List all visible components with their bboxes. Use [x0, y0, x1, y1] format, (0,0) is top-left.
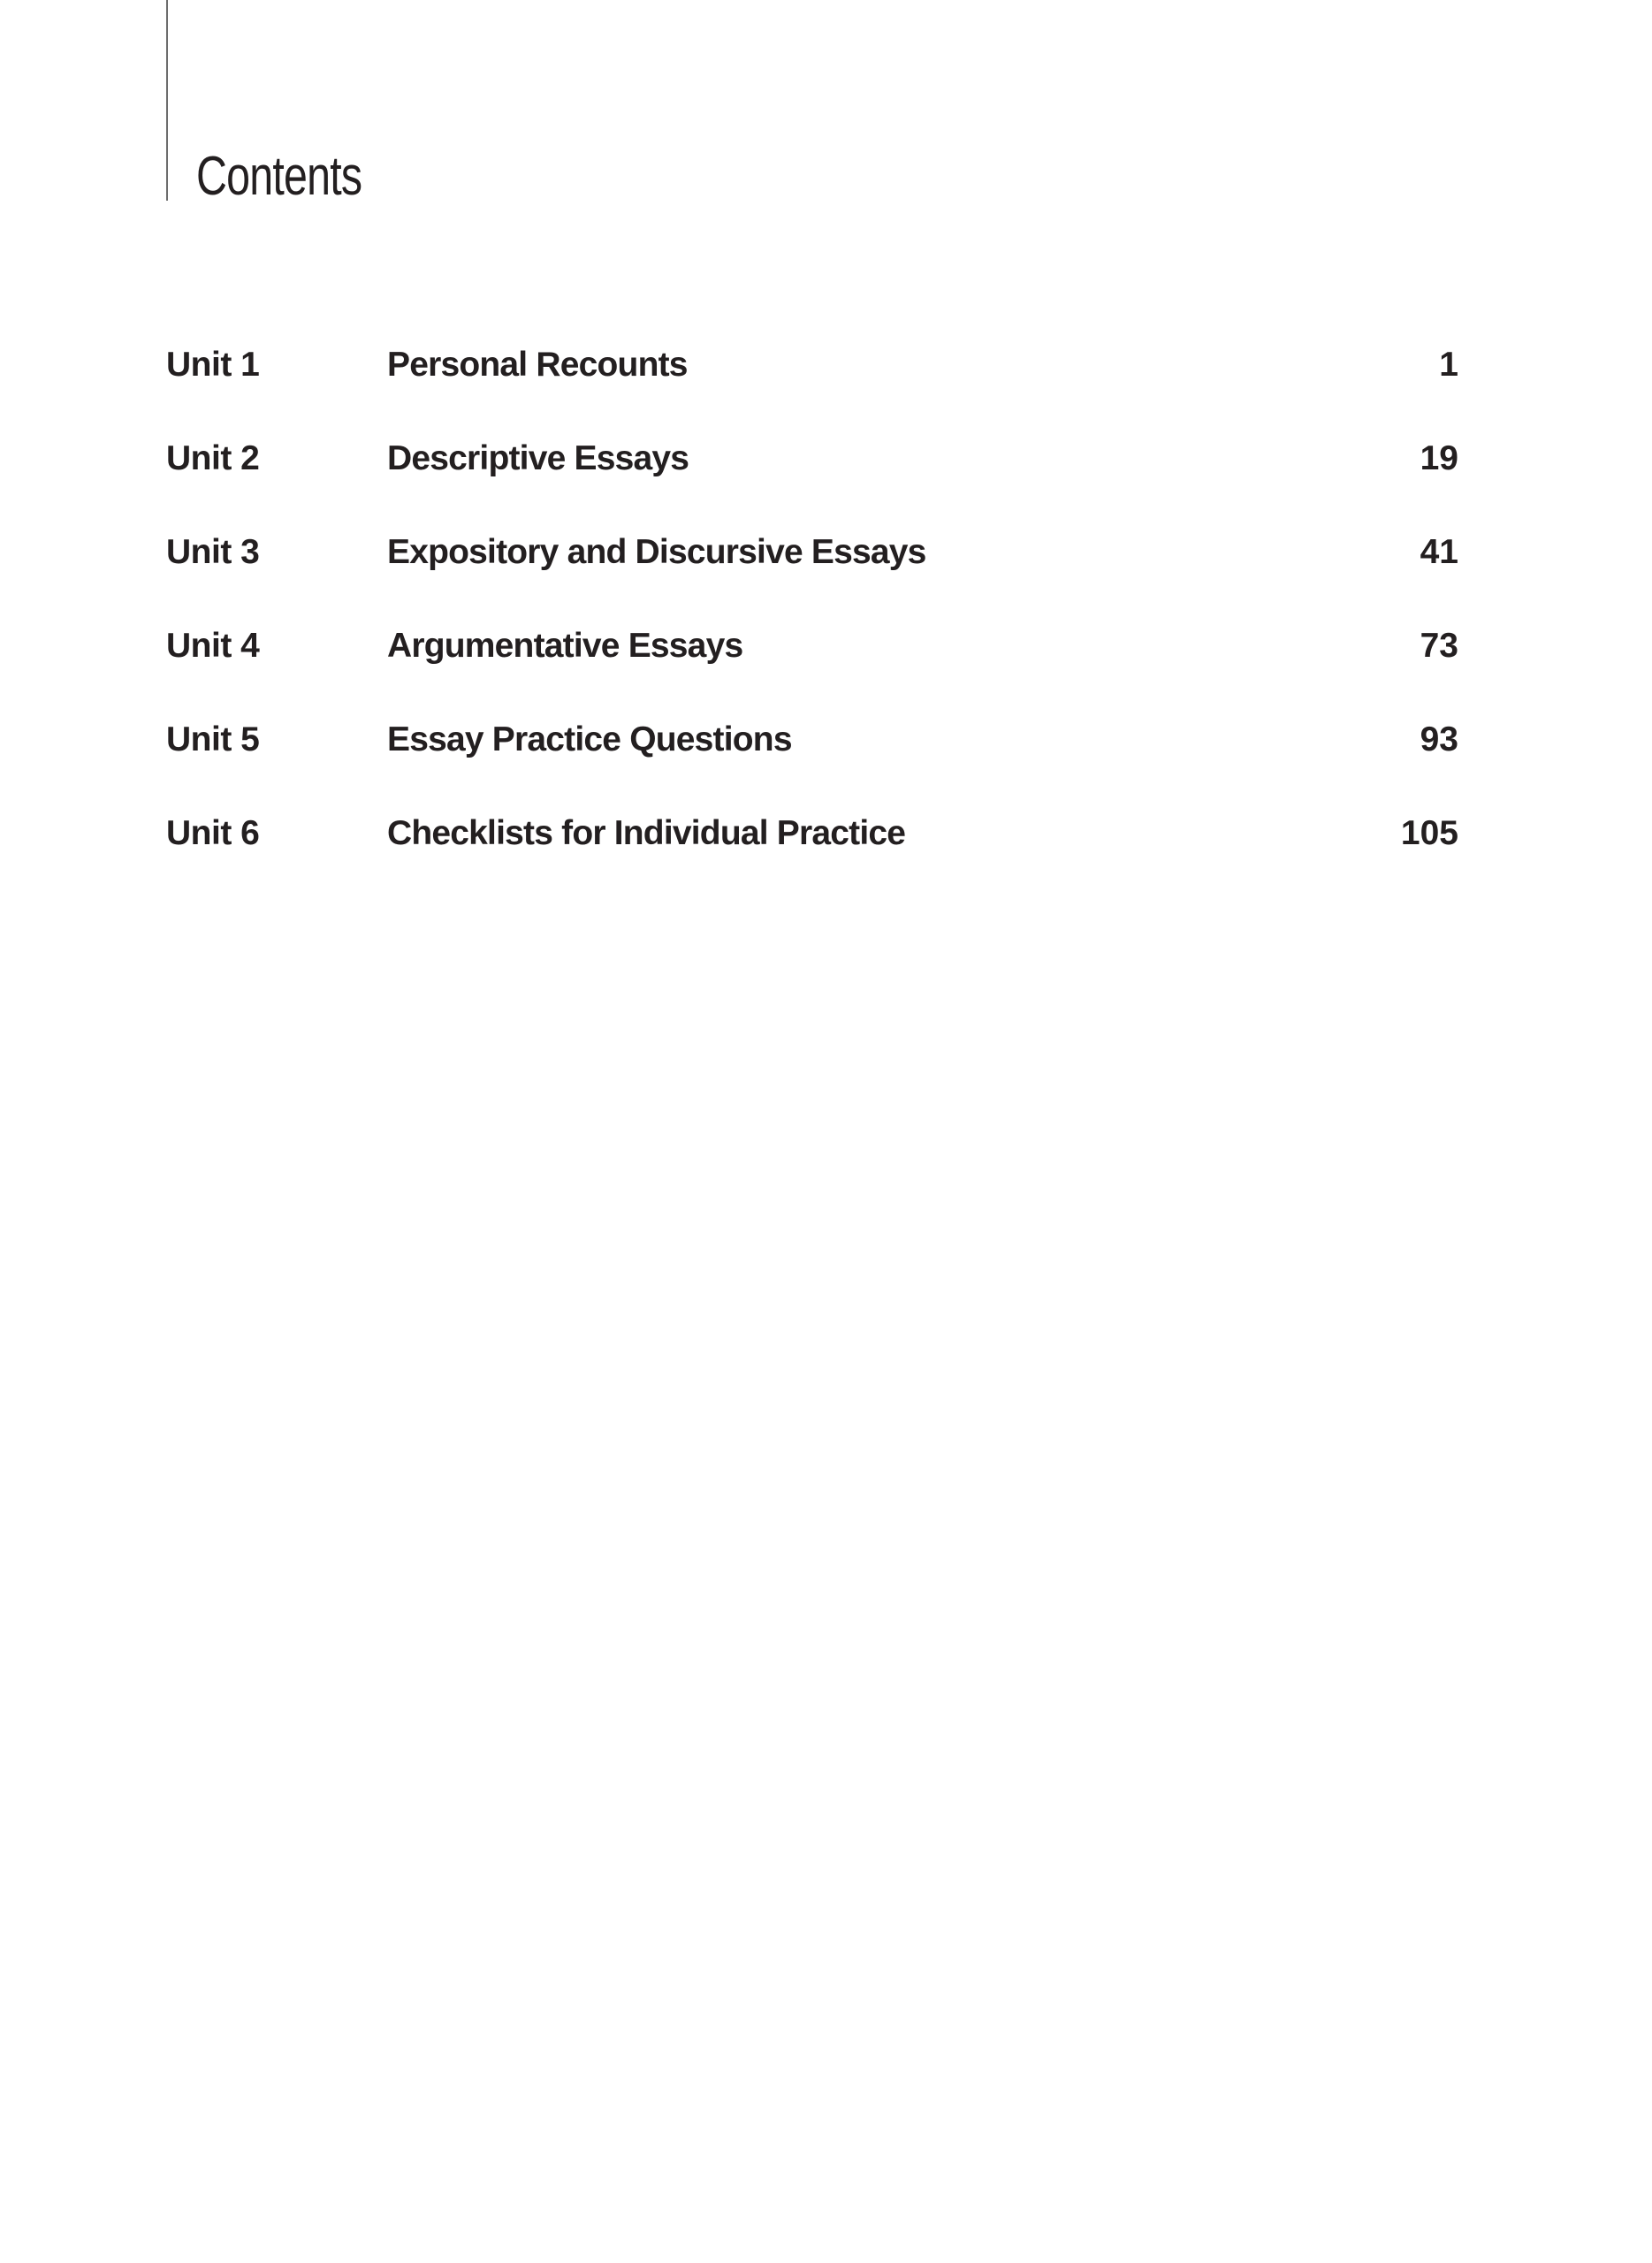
toc-unit-label: Unit 6 — [166, 814, 260, 852]
toc-entry[interactable] — [0, 432, 1652, 485]
toc-chapter-title[interactable]: Descriptive Essays — [387, 439, 689, 477]
page-title: Contents — [196, 146, 362, 207]
toc-chapter-title[interactable]: Checklists for Individual Practice — [387, 814, 906, 852]
toc-entry[interactable] — [0, 713, 1652, 766]
toc-page-number: 19 — [1420, 439, 1458, 477]
toc-entry[interactable] — [0, 620, 1652, 673]
toc-entry[interactable] — [0, 807, 1652, 860]
toc-unit-label: Unit 5 — [166, 720, 260, 758]
toc-chapter-title[interactable]: Essay Practice Questions — [387, 720, 792, 758]
toc-chapter-title[interactable]: Personal Recounts — [387, 346, 688, 384]
toc-chapter-title[interactable]: Expository and Discursive Essays — [387, 533, 926, 571]
toc-page-number: 105 — [1400, 814, 1458, 852]
toc-page-number: 73 — [1420, 627, 1458, 665]
toc-page-number: 1 — [1439, 346, 1458, 384]
toc-unit-label: Unit 2 — [166, 439, 260, 477]
toc-page-number: 41 — [1420, 533, 1458, 571]
header-vertical-rule — [166, 0, 168, 201]
toc-unit-label: Unit 1 — [166, 346, 260, 384]
toc-chapter-title[interactable]: Argumentative Essays — [387, 627, 743, 665]
toc-entry[interactable] — [0, 339, 1652, 392]
toc-entry[interactable] — [0, 526, 1652, 579]
toc-unit-label: Unit 3 — [166, 533, 260, 571]
toc-page-number: 93 — [1420, 720, 1458, 758]
toc-unit-label: Unit 4 — [166, 627, 260, 665]
